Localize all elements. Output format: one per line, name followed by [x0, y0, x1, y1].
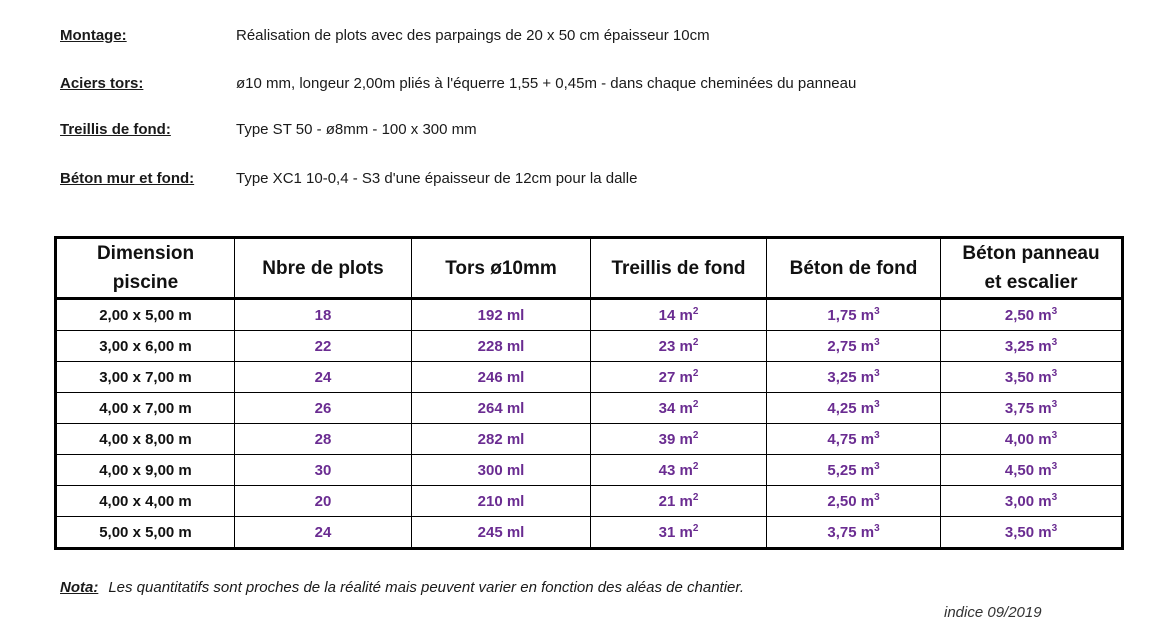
cell-beton-fond: 3,75 $m^3$: [767, 517, 941, 549]
header-tors: Tors ø10mm: [412, 238, 591, 299]
spec-value: ø10 mm, longeur 2,00m pliés à l'équerre 1,55 + 0,45m - dans chaque cheminées du panneau: [236, 75, 857, 92]
table-row: [56, 299, 1123, 331]
cell-plots: 30: [235, 455, 412, 486]
cell-beton-panneau: 3,50 $m^3$: [941, 517, 1123, 549]
spec-value: Réalisation de plots avec des parpaings de 20 x 50 cm épaisseur 10cm: [236, 27, 710, 44]
cell-plots: 20: [235, 486, 412, 517]
cell-treillis: 23 $m^2$: [591, 331, 767, 362]
cell-treillis: 34 $m^2$: [591, 393, 767, 424]
spec-label: Treillis de fond:: [60, 121, 171, 138]
header-plots: Nbre de plots: [235, 238, 412, 299]
nota-text: Les quantitatifs sont proches de la réalité mais peuvent varier en fonction des aléas de chantier.: [108, 579, 744, 596]
cell-tors: 282 ml: [412, 424, 591, 455]
table-row: [56, 455, 1123, 486]
cell-dimension: 4,00 x 9,00 m: [56, 455, 235, 486]
cell-tors: 264 ml: [412, 393, 591, 424]
cell-beton-fond: 3,25 $m^3$: [767, 362, 941, 393]
cell-beton-panneau: 3,00 $m^3$: [941, 486, 1123, 517]
cell-dimension: 2,00 x 5,00 m: [56, 299, 235, 331]
cell-plots: 24: [235, 362, 412, 393]
cell-plots: 28: [235, 424, 412, 455]
table-row: [56, 486, 1123, 517]
cell-plots: 22: [235, 331, 412, 362]
quantities-table: [54, 236, 1124, 550]
spec-label: Béton mur et fond:: [60, 170, 195, 187]
cell-beton-panneau: 3,50 $m^3$: [941, 362, 1123, 393]
cell-treillis: 27 $m^2$: [591, 362, 767, 393]
cell-plots: 26: [235, 393, 412, 424]
cell-plots: 24: [235, 517, 412, 549]
cell-beton-fond: 2,50 $m^3$: [767, 486, 941, 517]
spec-label: Aciers tors:: [60, 75, 144, 92]
header-beton-panneau: Béton panneau et escalier: [941, 238, 1123, 299]
spec-value: Type XC1 10-0,4 - S3 d'une épaisseur de 12cm pour la dalle: [236, 170, 638, 187]
header-beton-fond: Béton de fond: [767, 238, 941, 299]
table-row: [56, 393, 1123, 424]
spec-value: Type ST 50 - ø8mm - 100 x 300 mm: [236, 121, 477, 138]
cell-plots: 18: [235, 299, 412, 331]
cell-beton-panneau: 4,50 $m^3$: [941, 455, 1123, 486]
table-header-row: [56, 238, 1123, 299]
cell-tors: 192 ml: [412, 299, 591, 331]
cell-beton-panneau: 4,00 $m^3$: [941, 424, 1123, 455]
table-row: [56, 362, 1123, 393]
cell-tors: 246 ml: [412, 362, 591, 393]
cell-beton-panneau: 3,25 $m^3$: [941, 331, 1123, 362]
cell-beton-fond: 4,25 $m^3$: [767, 393, 941, 424]
cell-beton-fond: 1,75 $m^3$: [767, 299, 941, 331]
cell-beton-fond: 4,75 $m^3$: [767, 424, 941, 455]
footer-index: indice 09/2019: [944, 604, 1042, 621]
cell-tors: 210 ml: [412, 486, 591, 517]
header-dimension: Dimension piscine: [56, 238, 235, 299]
header-treillis: Treillis de fond: [591, 238, 767, 299]
spec-label: Montage:: [60, 27, 127, 44]
cell-dimension: 5,00 x 5,00 m: [56, 517, 235, 549]
cell-beton-fond: 2,75 $m^3$: [767, 331, 941, 362]
cell-tors: 245 ml: [412, 517, 591, 549]
cell-dimension: 3,00 x 7,00 m: [56, 362, 235, 393]
cell-treillis: 21 $m^2$: [591, 486, 767, 517]
cell-dimension: 4,00 x 8,00 m: [56, 424, 235, 455]
cell-treillis: 39 $m^2$: [591, 424, 767, 455]
cell-tors: 300 ml: [412, 455, 591, 486]
table-row: [56, 424, 1123, 455]
cell-dimension: 3,00 x 6,00 m: [56, 331, 235, 362]
nota: [60, 579, 744, 596]
cell-treillis: 14 $m^2$: [591, 299, 767, 331]
cell-dimension: 4,00 x 7,00 m: [56, 393, 235, 424]
cell-beton-panneau: 3,75 $m^3$: [941, 393, 1123, 424]
cell-beton-fond: 5,25 $m^3$: [767, 455, 941, 486]
nota-label: Nota:: [60, 579, 99, 596]
cell-dimension: 4,00 x 4,00 m: [56, 486, 235, 517]
cell-treillis: 31 $m^2$: [591, 517, 767, 549]
cell-treillis: 43 $m^2$: [591, 455, 767, 486]
cell-beton-panneau: 2,50 $m^3$: [941, 299, 1123, 331]
table-row: [56, 517, 1123, 549]
cell-tors: 228 ml: [412, 331, 591, 362]
table-row: [56, 331, 1123, 362]
